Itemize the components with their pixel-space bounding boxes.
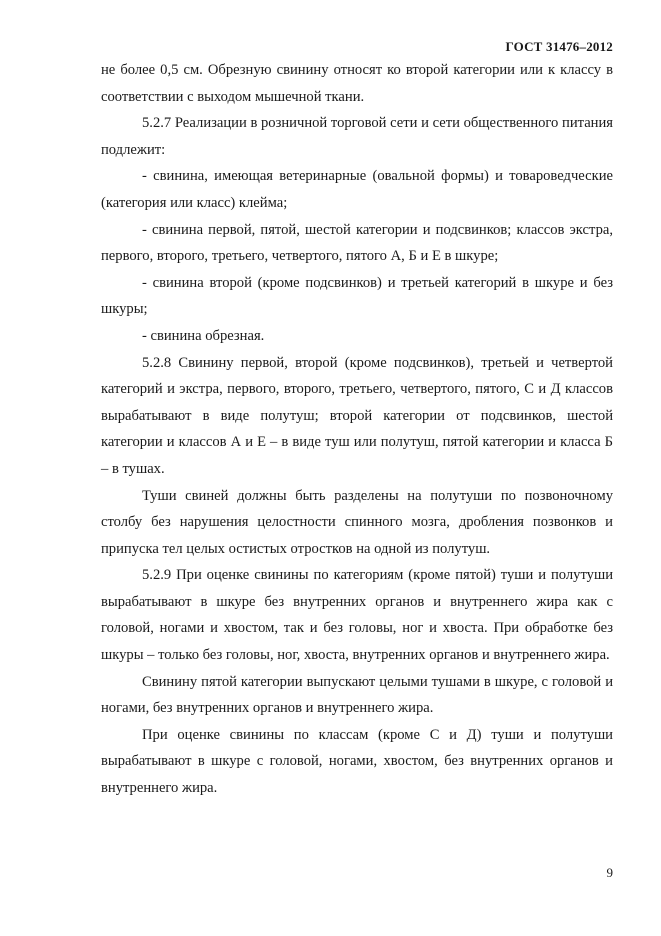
list-item-second-third-category: - свинина второй (кроме подсвинков) и третьей категорий в шкуре и без шкуры; <box>101 274 613 318</box>
paragraph-5-2-9: 5.2.9 При оценке свинины по категориям (кроме пятой) туши и полутуши вырабатывают в шкуре без внутренних органов и внутреннего жира как с головой, ногами и хвостом, так и без головы, ног и хвоста. При обработке без шкуры – только без головы, ног, хвоста, внутренних органов и внутреннего жира. <box>101 567 613 664</box>
paragraph-class-assessment: При оценке свинины по классам (кроме С и Д) туши и полутуши вырабатывают в шкуре с головой, ногами, хвостом, без внутренних органов и внутреннего жира. <box>101 726 613 797</box>
paragraph-5-2-8: 5.2.8 Свинину первой, второй (кроме подсвинков), третьей и четвертой категорий и экстра, первого, второго, третьего, четвертого, пятого, С и Д классов вырабатывают в виде полутуш; второй категории от подсвинков, шестой категории и классов А и Е – в виде туш или полутуш, пятой категории и класса Б – в тушах. <box>101 354 613 477</box>
list-item-trimmed-pork: - свинина обрезная. <box>142 327 265 344</box>
list-item-first-fifth-sixth-category: - свинина первой, пятой, шестой категории и подсвинков; классов экстра, первого, второго, третьего, четвертого, пятого А, Б и Е в шкуре; <box>101 221 613 265</box>
paragraph-fifth-category: Свинину пятой категории выпускают целыми тушами в шкуре, с головой и ногами, без внутренних органов и внутреннего жира. <box>101 673 613 717</box>
standard-code-header: ГОСТ 31476–2012 <box>505 39 613 54</box>
paragraph-carcass-splitting: Туши свиней должны быть разделены на полутуши по позвоночному столбу без нарушения целостности спинного мозга, дробления позвонков и припуска тел целых остистых отростков на одной из полутуш. <box>101 487 613 557</box>
page-number: 9 <box>606 865 613 880</box>
list-item-veterinary-stamps: - свинина, имеющая ветеринарные (овальной формы) и товароведческие (категория или класс) клейма; <box>101 168 613 211</box>
paragraph-continuation: не более 0,5 см. Обрезную свинину относят ко второй категории или к классу в соответствии с выходом мышечной ткани. <box>101 62 613 105</box>
document-body <box>101 57 613 802</box>
paragraph-5-2-7: 5.2.7 Реализации в розничной торговой сети и сети общественного питания подлежит: <box>101 115 613 158</box>
